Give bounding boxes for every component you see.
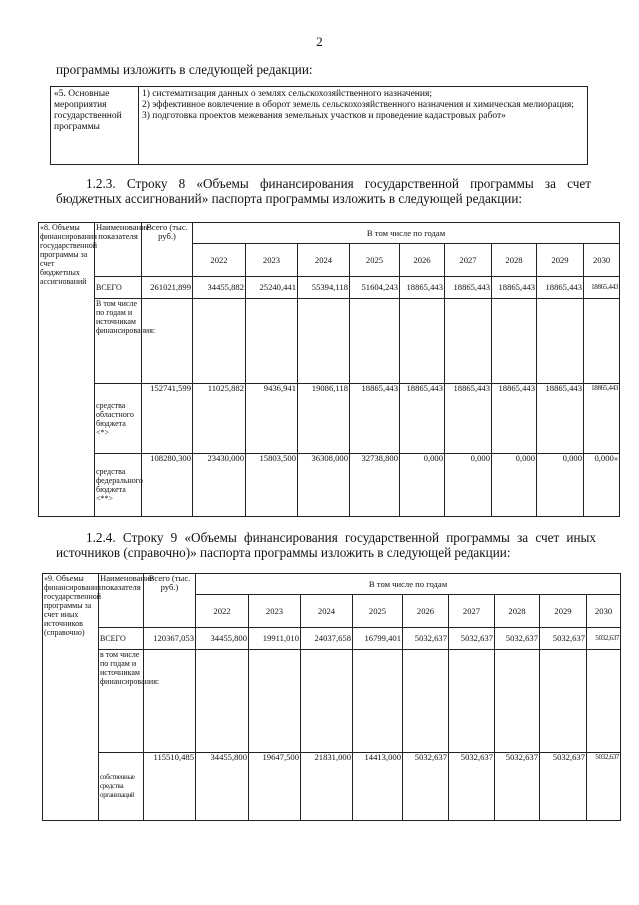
table8-year: 2028 — [492, 244, 537, 277]
table9-cell: 5032,637 — [540, 628, 587, 650]
table9-year: 2026 — [403, 595, 449, 628]
table8-cell: 0,000 — [492, 454, 537, 517]
table8-row-label: «8. Объемы финансирования государственной программы за счет бюджетных ассигнований — [39, 223, 95, 517]
section-1-2-3: 1.2.3. Строку 8 «Объемы финансирования государственной программы за счет бюджетных ассигнований» паспорта программы изложить в следующей редакции: — [56, 176, 591, 206]
table8-cell-name: средства областного бюджета <*> — [95, 384, 142, 454]
table8-year: 2025 — [350, 244, 400, 277]
table8-cell: 36308,000 — [298, 454, 350, 517]
table8-year: 2027 — [445, 244, 492, 277]
table-row — [43, 628, 621, 650]
table9-cell-name: собственные средства организаций — [99, 753, 144, 821]
table-row8 — [38, 222, 620, 517]
table8-cell: 18865,443 — [492, 384, 537, 454]
section-1-2-4: 1.2.4. Строку 9 «Объемы финансирования государственной программы за счет иных источников (справочно)» паспорта программы изложить в следующей редакции: — [56, 530, 596, 560]
table8-year: 2026 — [400, 244, 445, 277]
table8-year: 2029 — [537, 244, 584, 277]
table9-cell: 5032,637 — [449, 628, 495, 650]
table9-cell: 24037,658 — [301, 628, 353, 650]
table9-cell: 5032,637 — [540, 753, 587, 821]
table9-year: 2027 — [449, 595, 495, 628]
table9-year: 2030 — [587, 595, 621, 628]
table-row — [43, 650, 621, 753]
table8-cell: 25240,441 — [246, 277, 298, 299]
page-number: 2 — [316, 34, 323, 49]
table8-col-years: В том числе по годам — [193, 223, 620, 244]
table9-cell: 16799,401 — [353, 628, 403, 650]
table9-cell: 5032,637 — [495, 753, 540, 821]
table-row — [39, 299, 620, 384]
table9-year: 2028 — [495, 595, 540, 628]
table-row — [39, 384, 620, 454]
table9-cell: 5032,637 — [587, 628, 621, 650]
table8-cell: 23430,000 — [193, 454, 246, 517]
table9-cell-name: в том числе по годам и источникам финансирования: — [99, 650, 144, 753]
table-row — [39, 277, 620, 299]
table9-row-label: «9. Объемы финансирования государственной программы за счет иных источников (справочно) — [43, 574, 99, 821]
table8-cell: 55394,118 — [298, 277, 350, 299]
table9-cell: 34455,800 — [196, 753, 249, 821]
table8-cell-name: ВСЕГО — [95, 277, 142, 299]
table8-cell-name: средства федерального бюджета <**> — [95, 454, 142, 517]
table8-cell: 18865,443 — [584, 384, 620, 454]
table9-col-total: Всего (тыс. руб.) — [144, 574, 196, 628]
table8-col-name: Наименование показателя — [95, 223, 142, 277]
table8-cell: 9436,941 — [246, 384, 298, 454]
table9-cell: 21831,000 — [301, 753, 353, 821]
table8-year: 2024 — [298, 244, 350, 277]
table8-cell: 0,000 — [400, 454, 445, 517]
table9-cell: 19647,500 — [249, 753, 301, 821]
table9-year: 2025 — [353, 595, 403, 628]
table9-cell: 5032,637 — [495, 628, 540, 650]
table-row9 — [42, 573, 621, 821]
table8-year: 2023 — [246, 244, 298, 277]
table9-cell-total — [144, 650, 196, 753]
table8-cell: 18865,443 — [537, 384, 584, 454]
table8-year: 2022 — [193, 244, 246, 277]
table9-year: 2024 — [301, 595, 353, 628]
table8-cell-total: 261021,899 — [142, 277, 193, 299]
table8-cell: 51604,243 — [350, 277, 400, 299]
table8-cell: 0,000 — [445, 454, 492, 517]
table8-cell: 18865,443 — [537, 277, 584, 299]
table9-cell: 34455,800 — [196, 628, 249, 650]
table8-cell: 18865,443 — [400, 384, 445, 454]
table8-cell: 11025,882 — [193, 384, 246, 454]
item5-label: «5. Основные мероприятия государственной программы — [51, 87, 139, 165]
table8-cell: 32738,800 — [350, 454, 400, 517]
table8-cell-total: 152741,599 — [142, 384, 193, 454]
table8-year: 2030 — [584, 244, 620, 277]
table8-cell: 15803,500 — [246, 454, 298, 517]
table9-col-years: В том числе по годам — [196, 574, 621, 595]
table-row — [39, 454, 620, 517]
table9-year: 2029 — [540, 595, 587, 628]
table9-cell: 5032,637 — [403, 628, 449, 650]
table8-cell: 18865,443 — [400, 277, 445, 299]
table8-cell: 19086,118 — [298, 384, 350, 454]
item5-item-3: 3) подготовка проектов межевания земельных участков и проведение кадастровых работ» — [142, 111, 506, 121]
table9-cell-name: ВСЕГО — [99, 628, 144, 650]
item5-table — [50, 86, 588, 165]
table8-cell-total — [142, 299, 193, 384]
table-row — [43, 753, 621, 821]
table8-cell: 18865,443 — [445, 277, 492, 299]
table8-cell: 18865,443 — [350, 384, 400, 454]
table9-cell-total: 115510,485 — [144, 753, 196, 821]
table9-cell: 5032,637 — [403, 753, 449, 821]
table8-cell: 18865,443 — [584, 277, 620, 299]
table8-cell: 34455,882 — [193, 277, 246, 299]
item5-item-1: 1) систематизация данных о землях сельскохозяйственного назначения; — [142, 89, 432, 99]
table8-cell-name: В том числе по годам и источникам финансирования: — [95, 299, 142, 384]
table8-cell: 18865,443 — [445, 384, 492, 454]
item5-items — [139, 87, 588, 165]
table9-cell: 14413,000 — [353, 753, 403, 821]
table9-cell-total: 120367,053 — [144, 628, 196, 650]
table8-cell: 18865,443 — [492, 277, 537, 299]
intro-line: программы изложить в следующей редакции: — [56, 62, 313, 77]
item5-item-2: 2) эффективное вовлечение в оборот земель сельскохозяйственного назначения и химическая мелиорация; — [142, 100, 574, 110]
table8-cell-total: 108280,300 — [142, 454, 193, 517]
table8-col-total: Всего (тыс. руб.) — [142, 223, 193, 277]
table9-cell: 5032,637 — [587, 753, 621, 821]
table9-cell: 5032,637 — [449, 753, 495, 821]
table8-cell: 0,000 — [537, 454, 584, 517]
table9-cell: 19911,010 — [249, 628, 301, 650]
table8-cell: 0,000» — [584, 454, 620, 517]
table9-col-name: Наименование показателя — [99, 574, 144, 628]
table9-year: 2023 — [249, 595, 301, 628]
table9-year: 2022 — [196, 595, 249, 628]
